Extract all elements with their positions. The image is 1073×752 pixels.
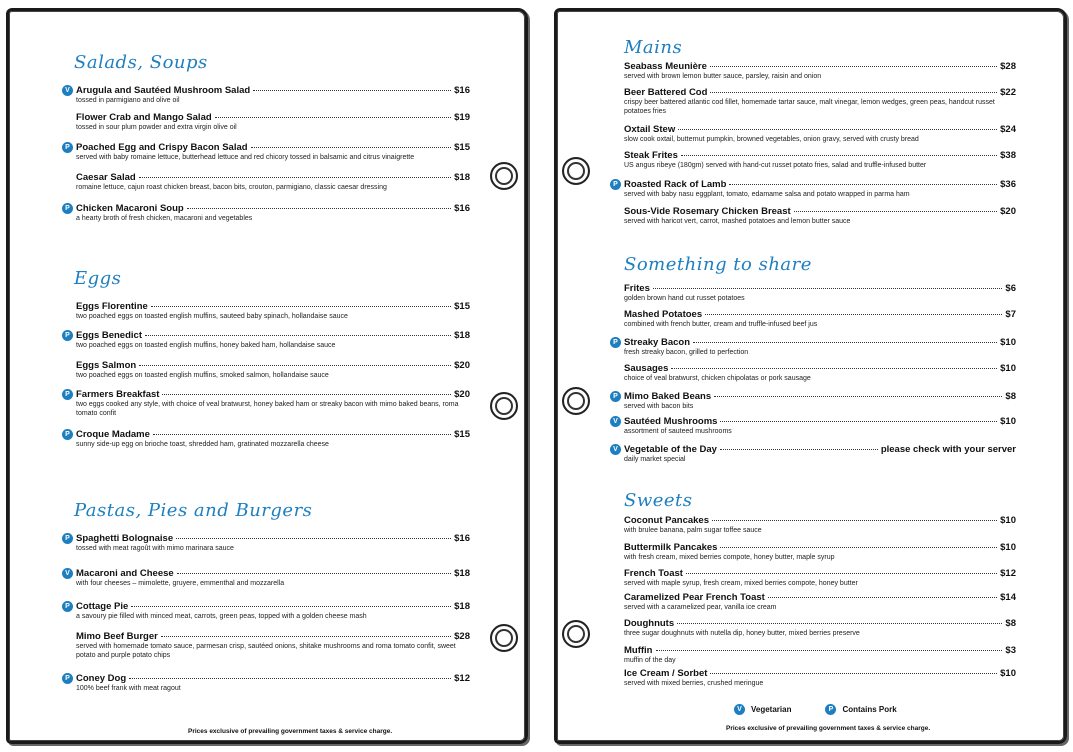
menu-item-description: a savoury pie filled with minced meat, carrots, green peas, topped with a golden cheese mash (76, 613, 367, 620)
menu-item-description: muffin of the day (624, 657, 676, 664)
menu-item (624, 179, 1016, 200)
menu-item-name: Mimo Beef Burger (76, 631, 158, 642)
menu-item (624, 309, 1016, 330)
menu-item (624, 391, 1016, 412)
menu-item-name: Steak Frites (624, 150, 678, 161)
binder-ring-icon (562, 620, 590, 648)
menu-item-price: $19 (454, 112, 470, 123)
menu-item-price: $12 (454, 673, 470, 684)
menu-item-name: Caesar Salad (76, 172, 136, 183)
legend-vegetarian-label: Vegetarian (751, 705, 792, 714)
menu-item-name: Streaky Bacon (624, 337, 691, 348)
menu-item-description: with four cheeses – mimolette, gruyere, emmenthal and mozzarella (76, 580, 285, 587)
dot-leader (710, 673, 997, 674)
dot-leader (729, 184, 997, 185)
menu-item (624, 61, 1016, 82)
menu-item-line (76, 203, 470, 214)
menu-item-price: $16 (454, 85, 470, 96)
menu-item-name: Croque Madame (76, 429, 150, 440)
menu-item (76, 172, 470, 193)
pork-icon: P (62, 203, 73, 214)
pork-icon: P (610, 337, 621, 348)
menu-item-price: $18 (454, 330, 470, 341)
menu-item (624, 444, 1016, 465)
binder-ring-icon (562, 157, 590, 185)
menu-item (624, 124, 1016, 145)
dot-leader (139, 177, 451, 178)
dot-leader (677, 623, 1002, 624)
menu-item-line (624, 542, 1016, 553)
menu-item-description: crispy beer battered atlantic cod fillet, homemade tartar sauce, malt vinegar, lemon wedges, green peas, handcut russet potatoes fries (624, 99, 995, 115)
menu-item-name: Coconut Pancakes (624, 515, 709, 526)
menu-item-description: romaine lettuce, cajun roast chicken breast, bacon bits, crouton, parmigiano, classic caesar dressing (76, 184, 387, 191)
menu-item-name: Seabass Meunière (624, 61, 707, 72)
menu-item-line (624, 416, 1016, 427)
menu-item-price: $10 (1000, 337, 1016, 348)
section-title: Pastas, Pies and Burgers (74, 500, 313, 521)
dot-leader (720, 421, 997, 422)
menu-item-line (624, 150, 1016, 161)
menu-item-price: $20 (454, 360, 470, 371)
vegetarian-icon: V (734, 704, 745, 715)
menu-item-description: three sugar doughnuts with nutella dip, honey butter, mixed berries preserve (624, 630, 860, 637)
menu-item-price: $15 (454, 301, 470, 312)
menu-item-line (624, 337, 1016, 348)
dot-leader (678, 129, 997, 130)
menu-item-price: $16 (454, 203, 470, 214)
menu-item-name: Muffin (624, 645, 653, 656)
menu-item (624, 568, 1016, 589)
dot-leader (139, 365, 451, 366)
dot-leader (161, 636, 451, 637)
menu-item-line (76, 112, 470, 123)
menu-item-description: 100% beef frank with meat ragout (76, 685, 181, 692)
menu-item-description: served with brown lemon butter sauce, parsley, raisin and onion (624, 73, 822, 80)
menu-item-line (624, 391, 1016, 402)
menu-item-name: Beer Battered Cod (624, 87, 708, 98)
menu-item-name: Mashed Potatoes (624, 309, 703, 320)
menu-item-description: a hearty broth of fresh chicken, macaroni and vegetables (76, 215, 253, 222)
menu-item-line (624, 568, 1016, 579)
vegetarian-icon: V (62, 85, 73, 96)
dot-leader (710, 92, 997, 93)
menu-item-price: $8 (1005, 391, 1016, 402)
dot-leader (705, 314, 1002, 315)
dot-leader (653, 288, 1003, 289)
pork-icon: P (610, 391, 621, 402)
menu-item (624, 668, 1016, 689)
dot-leader (151, 306, 451, 307)
tax-footnote-right: Prices exclusive of prevailing government taxes & service charge. (726, 725, 931, 732)
dot-leader (187, 208, 451, 209)
menu-item-name: Macaroni and Cheese (76, 568, 174, 579)
menu-item-line (624, 363, 1016, 374)
section-title: Something to share (624, 254, 812, 275)
menu-item-line (624, 592, 1016, 603)
menu-item (76, 85, 470, 106)
menu-item-name: Roasted Rack of Lamb (624, 179, 727, 190)
menu-item-name: Vegetable of the Day (624, 444, 717, 455)
menu-item-line (624, 645, 1016, 656)
section-title: Salads, Soups (74, 52, 208, 73)
pork-icon: P (62, 330, 73, 341)
menu-item-price: $28 (1000, 61, 1016, 72)
menu-item-price: $3 (1005, 645, 1016, 656)
dot-leader (177, 573, 451, 574)
menu-item-line (624, 309, 1016, 320)
menu-item-description: golden brown hand cut russet potatoes (624, 295, 745, 302)
menu-item (624, 515, 1016, 536)
menu-item-name: Ice Cream / Sorbet (624, 668, 708, 679)
menu-item (624, 618, 1016, 639)
dot-leader (768, 597, 997, 598)
menu-item-description: with brulee banana, palm sugar toffee sauce (624, 527, 762, 534)
menu-item (76, 112, 470, 133)
menu-item-name: Coney Dog (76, 673, 127, 684)
menu-item-name: Oxtail Stew (624, 124, 676, 135)
menu-item (76, 673, 470, 694)
menu-item-line (624, 515, 1016, 526)
menu-item (624, 592, 1016, 613)
menu-item-price: $10 (1000, 668, 1016, 679)
menu-item-price: $18 (454, 601, 470, 612)
menu-item (76, 360, 470, 381)
dot-leader (720, 449, 878, 450)
menu-item-description: daily market special (624, 456, 686, 463)
menu-item (624, 363, 1016, 384)
menu-item-name: Flower Crab and Mango Salad (76, 112, 212, 123)
menu-item (624, 416, 1016, 437)
menu-item-name: Frites (624, 283, 650, 294)
pork-icon: P (62, 533, 73, 544)
menu-item-line (624, 61, 1016, 72)
menu-item (76, 631, 470, 660)
menu-item-name: Eggs Benedict (76, 330, 142, 341)
menu-item-price: $10 (1000, 515, 1016, 526)
pork-icon: P (62, 142, 73, 153)
binder-ring-icon (490, 392, 518, 420)
menu-item-price: $6 (1005, 283, 1016, 294)
menu-item-line (76, 568, 470, 579)
menu-item-name: Sausages (624, 363, 669, 374)
vegetarian-icon: V (62, 568, 73, 579)
menu-item-description: sunny side-up egg on brioche toast, shredded ham, gratinated mozzarella cheese (76, 441, 329, 448)
menu-item-line (624, 283, 1016, 294)
menu-item-description: served with mixed berries, crushed meringue (624, 680, 764, 687)
menu-item-price: $14 (1000, 592, 1016, 603)
menu-item-line (624, 618, 1016, 629)
menu-item (624, 150, 1016, 171)
menu-item-price: $16 (454, 533, 470, 544)
dot-leader (162, 394, 451, 395)
menu-item-line (76, 301, 470, 312)
menu-item (76, 389, 470, 418)
menu-item (76, 203, 470, 224)
dot-leader (153, 434, 451, 435)
menu-item-description: choice of veal bratwurst, chicken chipolatas or pork sausage (624, 375, 811, 382)
pork-icon: P (62, 601, 73, 612)
tax-footnote-left: Prices exclusive of prevailing government taxes & service charge. (188, 728, 393, 735)
dot-leader (693, 342, 997, 343)
menu-item (624, 283, 1016, 304)
dot-leader (215, 117, 451, 118)
menu-item-line (76, 533, 470, 544)
menu-item-description: slow cook oxtail, butternut pumpkin, browned vegetables, onion gravy, served with crusty bread (624, 136, 919, 143)
dot-leader (794, 211, 997, 212)
dietary-legend (734, 704, 897, 715)
dot-leader (712, 520, 997, 521)
dot-leader (656, 650, 1003, 651)
menu-item-line (76, 360, 470, 371)
menu-item-description: served with baby romaine lettuce, butterhead lettuce and red chicory tossed in balsamic and citrus vinaigrette (76, 154, 415, 161)
menu-item-description: two poached eggs on toasted english muffins, sauteed baby spinach, hollandaise sauce (76, 313, 348, 320)
menu-item-description: served with baby nasu eggplant, tomato, edamame salsa and potato wrapped in parma ham (624, 191, 910, 198)
menu-item-line (76, 673, 470, 684)
menu-item-line (76, 142, 470, 153)
menu-item-description: two poached eggs on toasted english muffins, honey baked ham, hollandaise sauce (76, 342, 336, 349)
menu-item-description: tossed in parmigiano and olive oil (76, 97, 180, 104)
vegetarian-icon: V (610, 444, 621, 455)
menu-item-line (624, 668, 1016, 679)
section-title: Eggs (74, 268, 122, 289)
pork-icon: P (610, 179, 621, 190)
menu-item-price: $28 (454, 631, 470, 642)
menu-item (76, 142, 470, 163)
menu-item-name: Poached Egg and Crispy Bacon Salad (76, 142, 248, 153)
dot-leader (720, 547, 997, 548)
menu-item-line (76, 429, 470, 440)
menu-item (76, 533, 470, 554)
menu-item-name: Arugula and Sautéed Mushroom Salad (76, 85, 251, 96)
dot-leader (176, 538, 451, 539)
dot-leader (131, 606, 451, 607)
menu-item-name: Doughnuts (624, 618, 675, 629)
menu-item (624, 206, 1016, 227)
menu-item-line (76, 601, 470, 612)
menu-item-line (624, 179, 1016, 190)
menu-item-name: Caramelized Pear French Toast (624, 592, 765, 603)
menu-item-price: $12 (1000, 568, 1016, 579)
menu-item (76, 429, 470, 450)
pork-icon: P (825, 704, 836, 715)
menu-item-description: tossed with meat ragoût with mimo marinara sauce (76, 545, 234, 552)
dot-leader (686, 573, 997, 574)
dot-leader (253, 90, 451, 91)
menu-item-price: $10 (1000, 542, 1016, 553)
menu-item (76, 568, 470, 589)
dot-leader (145, 335, 451, 336)
menu-item-name: Mimo Baked Beans (624, 391, 712, 402)
menu-item-price: $22 (1000, 87, 1016, 98)
menu-item-name: Chicken Macaroni Soup (76, 203, 184, 214)
binder-ring-icon (490, 624, 518, 652)
menu-item-price: $18 (454, 568, 470, 579)
menu-item-description: served with haricot vert, carrot, mashed potatoes and lemon butter sauce (624, 218, 851, 225)
menu-item (76, 601, 470, 622)
menu-item (76, 330, 470, 351)
menu-item-line (624, 87, 1016, 98)
section-title: Mains (624, 37, 683, 58)
menu-item-name: Farmers Breakfast (76, 389, 160, 400)
menu-item-description: two eggs cooked any style, with choice of veal bratwurst, honey baked ham or streaky bacon with mimo baked beans, roma tomato confit (76, 401, 459, 417)
menu-item-line (76, 631, 470, 642)
dot-leader (681, 155, 997, 156)
dot-leader (714, 396, 1002, 397)
menu-item-name: Eggs Salmon (76, 360, 137, 371)
menu-item-price: $15 (454, 429, 470, 440)
binder-ring-icon (562, 387, 590, 415)
dot-leader (710, 66, 997, 67)
pork-icon: P (62, 429, 73, 440)
menu-item-description: served with maple syrup, fresh cream, mixed berries compote, honey butter (624, 580, 858, 587)
pork-icon: P (62, 389, 73, 400)
menu-item-name: Cottage Pie (76, 601, 129, 612)
section-title: Sweets (624, 490, 693, 511)
menu-item-description: tossed in sour plum powder and extra virgin olive oil (76, 124, 237, 131)
menu-item-price: $8 (1005, 618, 1016, 629)
legend-pork-label: Contains Pork (842, 705, 897, 714)
menu-item-description: served with bacon bits (624, 403, 694, 410)
menu-item-name: Sautéed Mushrooms (624, 416, 718, 427)
menu-item (624, 542, 1016, 563)
dot-leader (671, 368, 997, 369)
menu-item-name: Buttermilk Pancakes (624, 542, 718, 553)
menu-item (624, 87, 1016, 116)
menu-item-description: combined with french butter, cream and truffle-infused beef jus (624, 321, 818, 328)
menu-item-name: Spaghetti Bolognaise (76, 533, 174, 544)
dot-leader (251, 147, 452, 148)
menu-item-description: with fresh cream, mixed berries compote, honey butter, maple syrup (624, 554, 835, 561)
menu-item-price: $24 (1000, 124, 1016, 135)
menu-item-line (624, 444, 1016, 455)
menu-item-line (76, 85, 470, 96)
menu-item-line (76, 330, 470, 341)
menu-item-description: served with homemade tomato sauce, parmesan crisp, sautéed onions, shitake mushrooms and roma tomato confit, sweet potato and purple potato chips (76, 643, 456, 659)
dot-leader (129, 678, 451, 679)
menu-item-price: $7 (1005, 309, 1016, 320)
menu-item-name: French Toast (624, 568, 683, 579)
menu-item (624, 645, 1016, 666)
binder-ring-icon (490, 162, 518, 190)
menu-item-price: $38 (1000, 150, 1016, 161)
menu-item-price: $20 (454, 389, 470, 400)
menu-item-price: $10 (1000, 416, 1016, 427)
menu-item-description: served with a caramelized pear, vanilla ice cream (624, 604, 777, 611)
menu-item-price: $15 (454, 142, 470, 153)
menu-item-name: Sous-Vide Rosemary Chicken Breast (624, 206, 791, 217)
menu-item-price: $18 (454, 172, 470, 183)
menu-item-line (76, 389, 470, 400)
menu-item-description: assortment of sauteed mushrooms (624, 428, 732, 435)
menu-item-price: $10 (1000, 363, 1016, 374)
menu-item-price: please check with your server (880, 444, 1016, 455)
menu-item-description: two poached eggs on toasted english muffins, smoked salmon, hollandaise sauce (76, 372, 329, 379)
vegetarian-icon: V (610, 416, 621, 427)
menu-item-line (76, 172, 470, 183)
menu-item (624, 337, 1016, 358)
menu-item-description: US angus ribeye (180gm) served with hand-cut russet potato fries, salad and truffle-infused butter (624, 162, 927, 169)
menu-item-price: $20 (1000, 206, 1016, 217)
menu-item-price: $36 (1000, 179, 1016, 190)
menu-item-line (624, 124, 1016, 135)
pork-icon: P (62, 673, 73, 684)
menu-item (76, 301, 470, 322)
menu-item-line (624, 206, 1016, 217)
menu-item-name: Eggs Florentine (76, 301, 148, 312)
menu-item-description: fresh streaky bacon, grilled to perfection (624, 349, 749, 356)
